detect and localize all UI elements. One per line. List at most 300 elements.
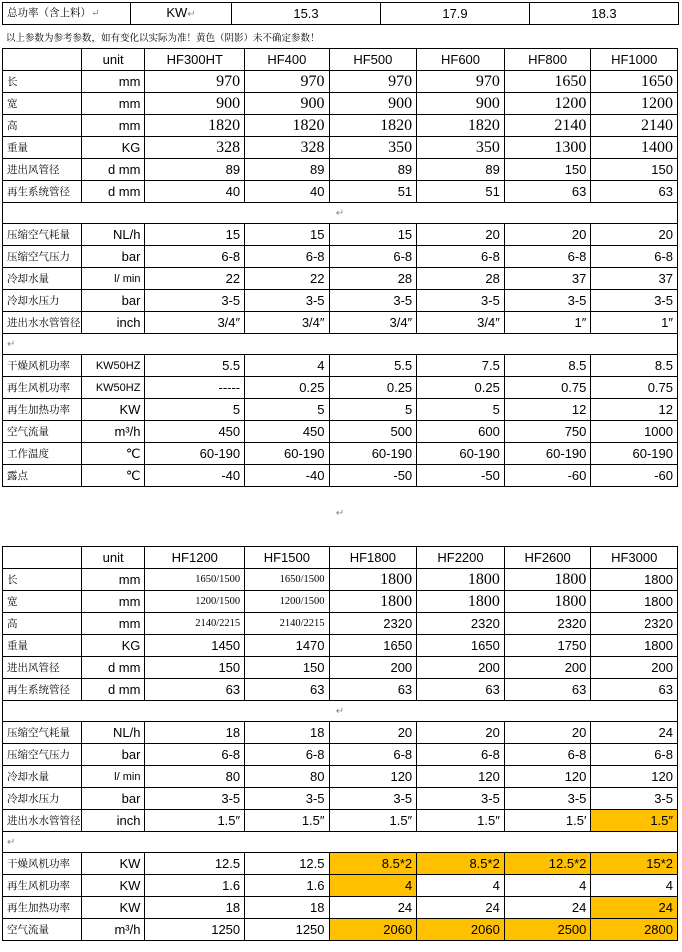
- value-cell: 24: [417, 897, 505, 919]
- header-model: HF1000: [591, 49, 678, 71]
- value-cell: 63: [417, 679, 505, 701]
- row-unit: bar: [81, 788, 145, 810]
- value-cell: -40: [245, 465, 329, 487]
- header-row: [3, 547, 678, 569]
- table-row: [3, 224, 678, 246]
- value-cell: 18: [145, 897, 245, 919]
- value-cell: 1.6: [245, 875, 329, 897]
- row-label: 宽: [3, 591, 82, 613]
- value-cell: 3-5: [591, 788, 678, 810]
- value-cell: 63: [245, 679, 329, 701]
- value-cell: 20: [329, 722, 417, 744]
- row-label: 进出水水管管径: [3, 312, 82, 334]
- value-cell: 120: [504, 766, 591, 788]
- value-cell: 1200: [591, 93, 678, 115]
- value-cell: 6-8: [245, 744, 329, 766]
- value-cell: -60: [504, 465, 591, 487]
- value-cell: 89: [329, 159, 417, 181]
- row-unit: mm: [81, 591, 145, 613]
- row-label: 再生系统管径: [3, 181, 82, 203]
- header-model: HF3000: [591, 547, 678, 569]
- value-cell: 2140/2215: [245, 613, 329, 635]
- value-cell: 40: [145, 181, 245, 203]
- header-corner: [3, 547, 82, 569]
- value-cell: 37: [591, 268, 678, 290]
- value-cell: 200: [329, 657, 417, 679]
- value-cell: 5: [417, 399, 505, 421]
- value-cell: 1200/1500: [145, 591, 245, 613]
- paragraph-mark: ↵: [335, 706, 345, 717]
- value-cell: 120: [329, 766, 417, 788]
- value-cell: 1800: [591, 569, 678, 591]
- row-label: 再生风机功率: [3, 377, 82, 399]
- row-unit: KW: [81, 897, 145, 919]
- row-label: 冷却水量: [3, 268, 82, 290]
- value-cell: 1.5″: [145, 810, 245, 832]
- value-cell: 750: [504, 421, 591, 443]
- value-cell: 1.5″: [417, 810, 505, 832]
- value-cell: 6-8: [591, 744, 678, 766]
- row-label: 重量: [3, 635, 82, 657]
- value-cell: 1470: [245, 635, 329, 657]
- value-cell: 1200: [504, 93, 591, 115]
- value-cell: 900: [417, 93, 505, 115]
- value-cell: 20: [591, 224, 678, 246]
- value-cell: 5.5: [329, 355, 417, 377]
- table-row: [3, 246, 678, 268]
- value-cell: 970: [145, 71, 245, 93]
- value-cell: 6-8: [145, 246, 245, 268]
- row-label: 压缩空气压力: [3, 744, 82, 766]
- value-cell: 900: [145, 93, 245, 115]
- reference-note: 以上参数为参考参数，如有变化以实际为准！黄色（阴影）未不确定参数！: [6, 33, 320, 44]
- paragraph-mark: ↵: [335, 208, 345, 219]
- table-row: [3, 897, 678, 919]
- value-cell: 3-5: [145, 788, 245, 810]
- value-cell: 20: [417, 224, 505, 246]
- value-cell: 2500: [504, 919, 591, 941]
- row-unit: mm: [81, 71, 145, 93]
- table-row: [3, 115, 678, 137]
- value-cell: 89: [417, 159, 505, 181]
- row-label: 高: [3, 613, 82, 635]
- table-row: [3, 355, 678, 377]
- row-unit: d mm: [81, 657, 145, 679]
- value-cell: 200: [417, 657, 505, 679]
- value-cell: 970: [417, 71, 505, 93]
- table-row: [3, 635, 678, 657]
- header-model: HF2200: [417, 547, 505, 569]
- value-cell: 0.25: [329, 377, 417, 399]
- table-row: [3, 377, 678, 399]
- row-unit: KG: [81, 635, 145, 657]
- row-label: 重量: [3, 137, 82, 159]
- value-cell: 5: [245, 399, 329, 421]
- value-cell: 3/4″: [417, 312, 505, 334]
- row-unit: ℃: [81, 465, 145, 487]
- row-unit: bar: [81, 744, 145, 766]
- table-row: [3, 421, 678, 443]
- row-label: 空气流量: [3, 919, 82, 941]
- value-cell: 120: [591, 766, 678, 788]
- value-cell: 1650: [329, 635, 417, 657]
- value-cell: 63: [591, 679, 678, 701]
- table-row: [3, 766, 678, 788]
- row-label: 冷却水压力: [3, 788, 82, 810]
- table-row: [3, 443, 678, 465]
- value-cell: 4: [591, 875, 678, 897]
- total-power-unit: KW↵: [131, 3, 232, 25]
- total-power-value: 17.9: [381, 3, 530, 25]
- table-row: [3, 657, 678, 679]
- row-label: 再生加热功率: [3, 399, 82, 421]
- row-unit: NL/h: [81, 722, 145, 744]
- value-cell: 6-8: [417, 744, 505, 766]
- row-unit: NL/h: [81, 224, 145, 246]
- value-cell: 4: [329, 875, 417, 897]
- value-cell: 15: [145, 224, 245, 246]
- row-unit: KW: [81, 875, 145, 897]
- value-cell: 1″: [504, 312, 591, 334]
- row-unit: d mm: [81, 159, 145, 181]
- row-unit: bar: [81, 246, 145, 268]
- header-corner: [3, 49, 82, 71]
- value-cell: 6-8: [417, 246, 505, 268]
- header-model: HF500: [329, 49, 417, 71]
- value-cell: 60-190: [417, 443, 505, 465]
- value-cell: 2800: [591, 919, 678, 941]
- table-row: [3, 71, 678, 93]
- value-cell: 12.5: [145, 853, 245, 875]
- value-cell: 1820: [329, 115, 417, 137]
- value-cell: 63: [504, 679, 591, 701]
- value-cell: 6-8: [504, 744, 591, 766]
- value-cell: 1800: [504, 591, 591, 613]
- value-cell: 1.5″: [245, 810, 329, 832]
- value-cell: -50: [329, 465, 417, 487]
- spec-table-2: [2, 546, 678, 941]
- header-model: HF1500: [245, 547, 329, 569]
- row-unit: d mm: [81, 679, 145, 701]
- value-cell: 63: [145, 679, 245, 701]
- value-cell: -60: [591, 465, 678, 487]
- value-cell: 120: [417, 766, 505, 788]
- row-label: 再生风机功率: [3, 875, 82, 897]
- value-cell: -----: [145, 377, 245, 399]
- row-unit: bar: [81, 290, 145, 312]
- value-cell: 1.5″: [591, 810, 678, 832]
- value-cell: 3-5: [504, 290, 591, 312]
- value-cell: 20: [417, 722, 505, 744]
- value-cell: 15: [329, 224, 417, 246]
- value-cell: 2060: [417, 919, 505, 941]
- section-separator: [3, 334, 678, 355]
- value-cell: 0.75: [591, 377, 678, 399]
- value-cell: 900: [329, 93, 417, 115]
- value-cell: 1820: [245, 115, 329, 137]
- value-cell: 1650/1500: [145, 569, 245, 591]
- row-label: 压缩空气耗量: [3, 722, 82, 744]
- value-cell: 6-8: [591, 246, 678, 268]
- row-unit: l/ min: [81, 766, 145, 788]
- table-row: [3, 591, 678, 613]
- row-label: 进出风管径: [3, 657, 82, 679]
- value-cell: 24: [591, 897, 678, 919]
- value-cell: 4: [504, 875, 591, 897]
- value-cell: 8.5*2: [329, 853, 417, 875]
- value-cell: 60-190: [245, 443, 329, 465]
- value-cell: 200: [504, 657, 591, 679]
- row-label: 高: [3, 115, 82, 137]
- table-row: [3, 744, 678, 766]
- row-label: 干燥风机功率: [3, 853, 82, 875]
- value-cell: 0.25: [417, 377, 505, 399]
- row-label: 长: [3, 71, 82, 93]
- value-cell: 4: [245, 355, 329, 377]
- value-cell: 1.5′: [504, 810, 591, 832]
- value-cell: 28: [329, 268, 417, 290]
- value-cell: 7.5: [417, 355, 505, 377]
- table-row: [3, 290, 678, 312]
- total-power-value: 15.3: [232, 3, 381, 25]
- section-separator: [3, 701, 678, 722]
- value-cell: 500: [329, 421, 417, 443]
- value-cell: 6-8: [329, 246, 417, 268]
- value-cell: 15*2: [591, 853, 678, 875]
- value-cell: 1250: [145, 919, 245, 941]
- value-cell: -40: [145, 465, 245, 487]
- value-cell: 15: [245, 224, 329, 246]
- value-cell: 3-5: [145, 290, 245, 312]
- total-power-label: 总功率（含上料）↵: [3, 3, 131, 25]
- value-cell: 900: [245, 93, 329, 115]
- table-row: [3, 679, 678, 701]
- row-label: 冷却水量: [3, 766, 82, 788]
- row-label: 干燥风机功率: [3, 355, 82, 377]
- value-cell: 1000: [591, 421, 678, 443]
- value-cell: 6-8: [245, 246, 329, 268]
- value-cell: 51: [329, 181, 417, 203]
- value-cell: 3-5: [417, 788, 505, 810]
- value-cell: 6-8: [504, 246, 591, 268]
- separator-cell: [3, 334, 678, 355]
- total-power-value: 18.3: [530, 3, 679, 25]
- value-cell: 51: [417, 181, 505, 203]
- header-model: HF2600: [504, 547, 591, 569]
- value-cell: 80: [145, 766, 245, 788]
- table-row: [3, 137, 678, 159]
- value-cell: 1800: [417, 591, 505, 613]
- table-row: [3, 93, 678, 115]
- value-cell: 89: [245, 159, 329, 181]
- paragraph-mark: ↵: [7, 837, 16, 848]
- row-unit: m³/h: [81, 919, 145, 941]
- value-cell: 970: [245, 71, 329, 93]
- row-label: 进出风管径: [3, 159, 82, 181]
- section-separator: [3, 203, 678, 224]
- value-cell: 1800: [591, 591, 678, 613]
- value-cell: 3-5: [591, 290, 678, 312]
- header-model: HF800: [504, 49, 591, 71]
- value-cell: 3/4″: [245, 312, 329, 334]
- table-row: [3, 268, 678, 290]
- row-label: 再生系统管径: [3, 679, 82, 701]
- value-cell: 2140/2215: [145, 613, 245, 635]
- value-cell: 1.5″: [329, 810, 417, 832]
- value-cell: 20: [504, 224, 591, 246]
- value-cell: 150: [591, 159, 678, 181]
- value-cell: 40: [245, 181, 329, 203]
- value-cell: 1650/1500: [245, 569, 329, 591]
- row-unit: mm: [81, 115, 145, 137]
- value-cell: 12.5: [245, 853, 329, 875]
- value-cell: 22: [245, 268, 329, 290]
- total-power-table: [2, 2, 679, 25]
- value-cell: 1820: [417, 115, 505, 137]
- value-cell: 150: [245, 657, 329, 679]
- header-model: HF1800: [329, 547, 417, 569]
- section-separator: [3, 832, 678, 853]
- row-label: 冷却水压力: [3, 290, 82, 312]
- header-row: [3, 49, 678, 71]
- paragraph-mark: ↵: [7, 339, 16, 350]
- spec-table-1: [2, 48, 678, 487]
- value-cell: 89: [145, 159, 245, 181]
- table-row: [3, 875, 678, 897]
- value-cell: 5.5: [145, 355, 245, 377]
- table-row: [3, 399, 678, 421]
- value-cell: 24: [329, 897, 417, 919]
- value-cell: 1800: [504, 569, 591, 591]
- value-cell: 63: [329, 679, 417, 701]
- row-unit: m³/h: [81, 421, 145, 443]
- value-cell: 970: [329, 71, 417, 93]
- row-unit: mm: [81, 613, 145, 635]
- value-cell: 350: [417, 137, 505, 159]
- row-label: 露点: [3, 465, 82, 487]
- value-cell: 328: [145, 137, 245, 159]
- table-row: [3, 788, 678, 810]
- value-cell: 12: [591, 399, 678, 421]
- value-cell: 1400: [591, 137, 678, 159]
- value-cell: 6-8: [329, 744, 417, 766]
- value-cell: 24: [504, 897, 591, 919]
- value-cell: 450: [145, 421, 245, 443]
- value-cell: 1800: [329, 569, 417, 591]
- header-unit: unit: [81, 547, 145, 569]
- table-gap: ↵: [335, 508, 345, 519]
- header-model: HF1200: [145, 547, 245, 569]
- value-cell: 63: [591, 181, 678, 203]
- value-cell: 5: [145, 399, 245, 421]
- value-cell: 1200/1500: [245, 591, 329, 613]
- value-cell: 1650: [504, 71, 591, 93]
- value-cell: 12.5*2: [504, 853, 591, 875]
- value-cell: 80: [245, 766, 329, 788]
- value-cell: 60-190: [591, 443, 678, 465]
- table-row: [3, 722, 678, 744]
- row-label: 再生加热功率: [3, 897, 82, 919]
- row-label: 压缩空气压力: [3, 246, 82, 268]
- header-model: HF400: [245, 49, 329, 71]
- value-cell: 3-5: [329, 290, 417, 312]
- value-cell: 1820: [145, 115, 245, 137]
- value-cell: 1450: [145, 635, 245, 657]
- row-unit: KG: [81, 137, 145, 159]
- row-unit: l/ min: [81, 268, 145, 290]
- value-cell: 5: [329, 399, 417, 421]
- row-unit: KW: [81, 399, 145, 421]
- value-cell: 24: [591, 722, 678, 744]
- value-cell: 2320: [329, 613, 417, 635]
- table-row: [3, 613, 678, 635]
- row-label: 进出水水管管径: [3, 810, 82, 832]
- separator-cell: [3, 832, 678, 853]
- row-unit: ℃: [81, 443, 145, 465]
- value-cell: 18: [145, 722, 245, 744]
- value-cell: 450: [245, 421, 329, 443]
- value-cell: 1.6: [145, 875, 245, 897]
- value-cell: 28: [417, 268, 505, 290]
- table-row: [3, 159, 678, 181]
- row-label: 长: [3, 569, 82, 591]
- value-cell: 0.75: [504, 377, 591, 399]
- row-label: 工作温度: [3, 443, 82, 465]
- table-row: [3, 181, 678, 203]
- value-cell: 8.5*2: [417, 853, 505, 875]
- value-cell: 1300: [504, 137, 591, 159]
- row-unit: d mm: [81, 181, 145, 203]
- value-cell: 3-5: [504, 788, 591, 810]
- value-cell: 12: [504, 399, 591, 421]
- value-cell: 1800: [591, 635, 678, 657]
- table-row: [3, 919, 678, 941]
- value-cell: 2140: [504, 115, 591, 137]
- value-cell: 1″: [591, 312, 678, 334]
- value-cell: 3/4″: [329, 312, 417, 334]
- value-cell: 18: [245, 897, 329, 919]
- value-cell: 2320: [417, 613, 505, 635]
- value-cell: 328: [245, 137, 329, 159]
- value-cell: 3/4″: [145, 312, 245, 334]
- table-row: [3, 465, 678, 487]
- row-unit: inch: [81, 810, 145, 832]
- table-row: [3, 853, 678, 875]
- value-cell: 60-190: [145, 443, 245, 465]
- value-cell: 200: [591, 657, 678, 679]
- value-cell: 8.5: [591, 355, 678, 377]
- value-cell: 2060: [329, 919, 417, 941]
- table-row: [3, 810, 678, 832]
- header-model: HF600: [417, 49, 505, 71]
- value-cell: 1750: [504, 635, 591, 657]
- value-cell: 1650: [417, 635, 505, 657]
- value-cell: 150: [504, 159, 591, 181]
- value-cell: 350: [329, 137, 417, 159]
- row-unit: KW: [81, 853, 145, 875]
- row-label: 宽: [3, 93, 82, 115]
- value-cell: 1650: [591, 71, 678, 93]
- value-cell: 37: [504, 268, 591, 290]
- value-cell: 150: [145, 657, 245, 679]
- row-unit: KW50HZ: [81, 377, 145, 399]
- value-cell: 2140: [591, 115, 678, 137]
- header-unit: unit: [81, 49, 145, 71]
- value-cell: -50: [417, 465, 505, 487]
- header-model: HF300HT: [145, 49, 245, 71]
- value-cell: 2320: [504, 613, 591, 635]
- value-cell: 2320: [591, 613, 678, 635]
